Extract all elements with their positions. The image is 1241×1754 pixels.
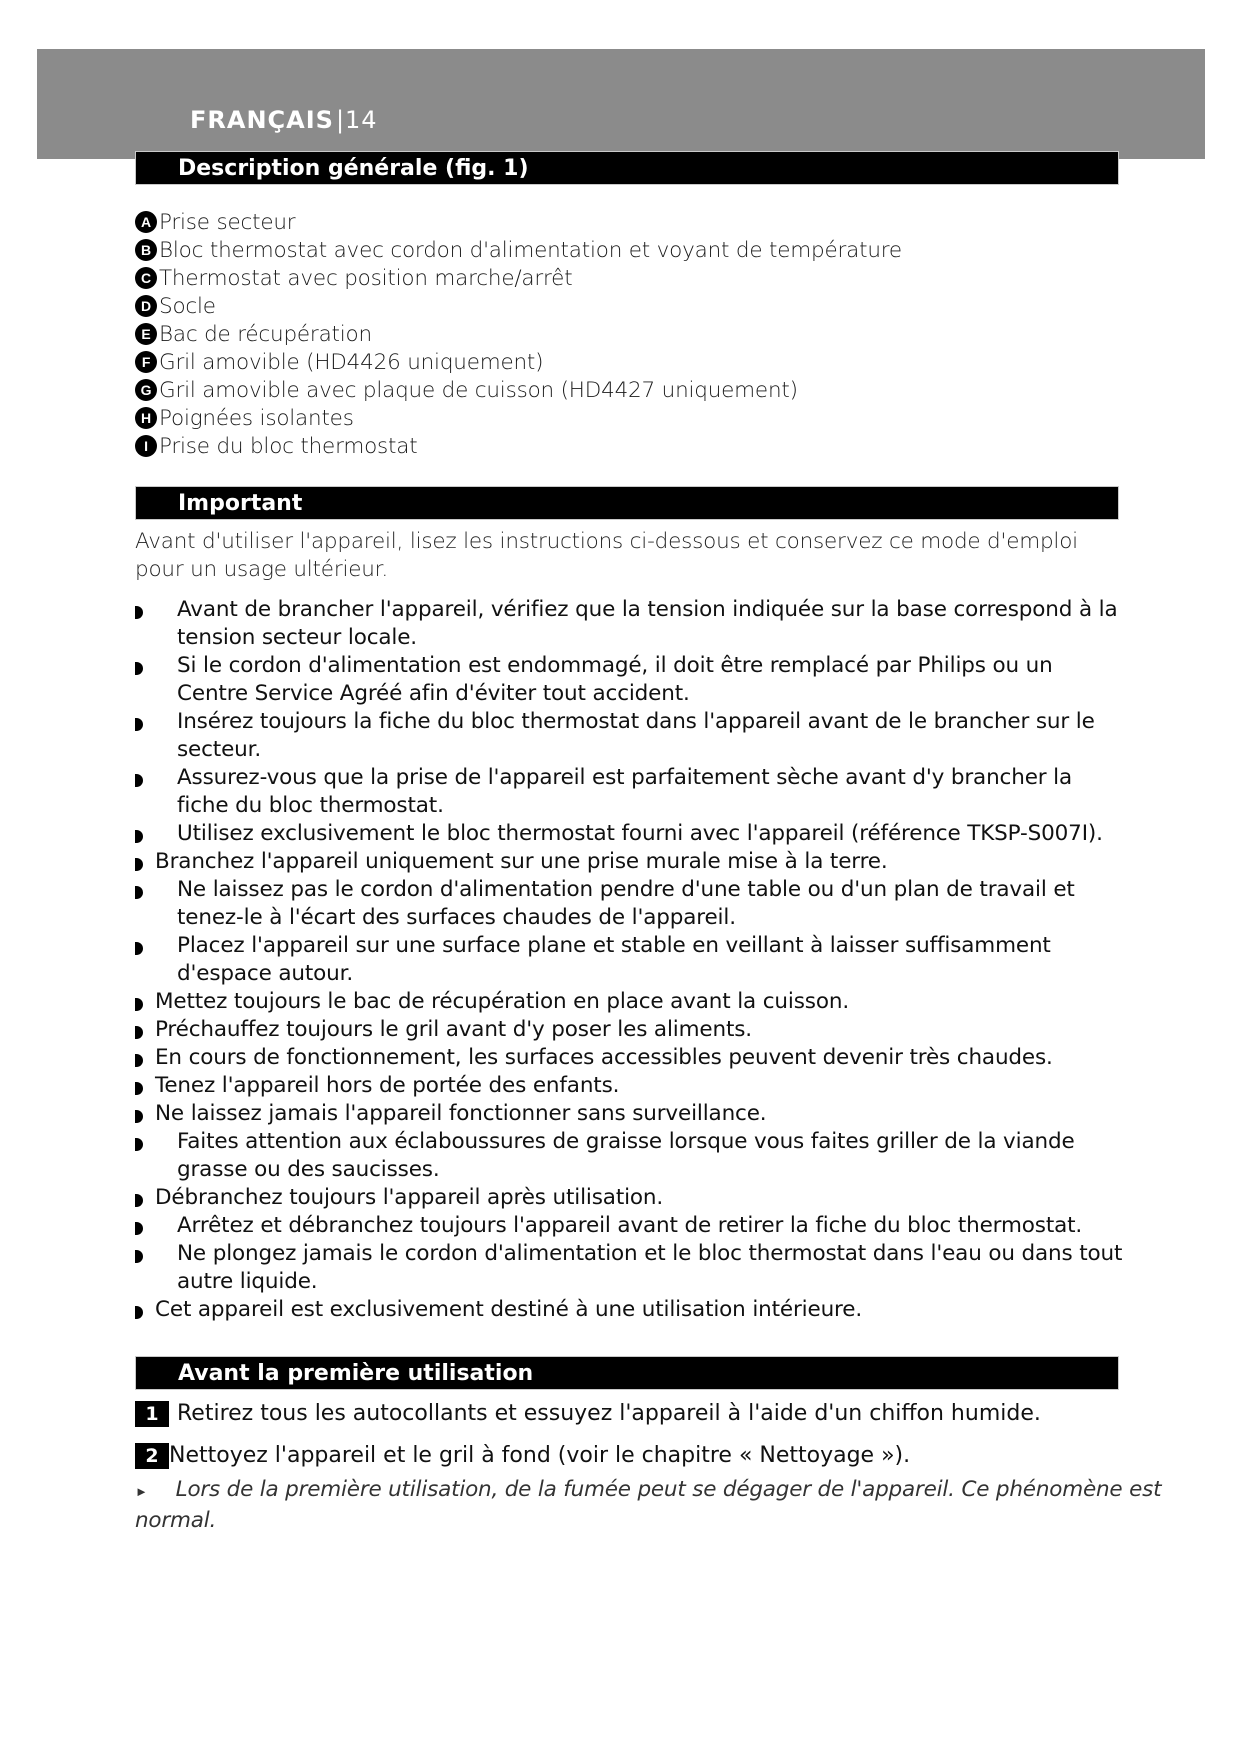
bullet-icon: [135, 1138, 143, 1151]
legend-text: Prise secteur: [159, 209, 296, 235]
section-heading-description: Description générale (fig. 1): [135, 151, 1119, 185]
legend-item: [135, 320, 902, 348]
legend-letter-badge: H: [135, 407, 157, 429]
bullet-icon: [135, 858, 143, 871]
legend-letter-badge: A: [135, 211, 157, 233]
legend-item: [135, 404, 902, 432]
bullet-icon: [135, 886, 143, 899]
step-text: Nettoyez l'appareil et le gril à fond (voir le chapitre « Nettoyage »).: [169, 1443, 911, 1468]
warning-text: Débranchez toujours l'appareil après utilisation.: [155, 1185, 664, 1210]
bullet-icon: [135, 998, 143, 1011]
step-text: Retirez tous les autocollants et essuyez l'appareil à l'aide d'un chiffon humide.: [177, 1401, 1041, 1426]
warning-text: Tenez l'appareil hors de portée des enfants.: [155, 1073, 620, 1098]
bullet-icon: [135, 1026, 143, 1039]
legend-letter-badge: D: [135, 295, 157, 317]
legend-text: Prise du bloc thermostat: [159, 433, 418, 459]
legend-item: [135, 236, 902, 264]
list-item: [135, 1240, 1125, 1296]
warning-text: Faites attention aux éclaboussures de graisse lorsque vous faites griller de la viande grasse ou des saucisses.: [177, 1129, 1075, 1182]
legend-text: Gril amovible avec plaque de cuisson (HD4427 uniquement): [159, 377, 798, 403]
step-item: [135, 1400, 1041, 1428]
warning-text: En cours de fonctionnement, les surfaces accessibles peuvent devenir très chaudes.: [155, 1045, 1053, 1070]
legend-letter-badge: G: [135, 379, 157, 401]
bullet-icon: [135, 662, 143, 675]
header-separator: |: [335, 106, 346, 134]
bullet-icon: [135, 1110, 143, 1123]
list-item: [135, 1044, 1125, 1072]
page-header: [190, 106, 378, 134]
warning-text: Ne laissez pas le cordon d'alimentation pendre d'une table ou d'un plan de travail et tenez-le à l'écart des surfaces chaudes de l'appareil.: [177, 877, 1075, 930]
section-heading-before-first-use: Avant la première utilisation: [135, 1356, 1119, 1390]
parts-legend: [135, 208, 902, 460]
legend-item: [135, 292, 902, 320]
bullet-icon: [135, 1194, 143, 1207]
step-number-badge: 1: [135, 1401, 169, 1427]
list-item: [135, 988, 1125, 1016]
legend-text: Bloc thermostat avec cordon d'alimentation et voyant de température: [159, 237, 902, 263]
list-item: [135, 1184, 1125, 1212]
bullet-icon: [135, 1222, 143, 1235]
list-item: [135, 820, 1125, 848]
note: [135, 1476, 1241, 1535]
warning-text: Arrêtez et débranchez toujours l'appareil avant de retirer la fiche du bloc thermostat.: [177, 1213, 1083, 1238]
legend-text: Gril amovible (HD4426 uniquement): [159, 349, 544, 375]
list-item: [135, 652, 1125, 708]
legend-letter-badge: F: [135, 351, 157, 373]
bullet-icon: [135, 830, 143, 843]
important-intro: Avant d'utiliser l'appareil, lisez les instructions ci-dessous et conservez ce mode d'emploi pour un usage ultérieur.: [135, 529, 1078, 582]
list-item: [135, 1128, 1125, 1184]
legend-letter-badge: E: [135, 323, 157, 345]
page-number: 14: [345, 106, 378, 134]
list-item: [135, 1212, 1125, 1240]
warning-text: Insérez toujours la fiche du bloc thermostat dans l'appareil avant de le brancher sur le secteur.: [177, 709, 1095, 762]
legend-text: Bac de récupération: [159, 321, 372, 347]
bullet-icon: [135, 1250, 143, 1263]
legend-letter-badge: I: [135, 435, 157, 457]
legend-item: [135, 264, 902, 292]
bullet-icon: [135, 1082, 143, 1095]
bullet-icon: [135, 774, 143, 787]
bullet-icon: [135, 606, 143, 619]
note-text: Lors de la première utilisation, de la fumée peut se dégager de l'appareil. Ce phénomène est normal.: [135, 1477, 1162, 1533]
list-item: [135, 1072, 1125, 1100]
warning-list: [135, 596, 1125, 1324]
list-item: [135, 848, 1125, 876]
warning-text: Branchez l'appareil uniquement sur une prise murale mise à la terre.: [155, 849, 888, 874]
bullet-icon: [135, 1054, 143, 1067]
list-item: [135, 932, 1125, 988]
warning-text: Utilisez exclusivement le bloc thermostat fourni avec l'appareil (référence TKSP-S007I).: [177, 821, 1103, 846]
legend-text: Thermostat avec position marche/arrêt: [159, 265, 573, 291]
legend-item: [135, 348, 902, 376]
language-label: FRANÇAIS: [190, 106, 334, 134]
bullet-icon: [135, 718, 143, 731]
warning-text: Ne laissez jamais l'appareil fonctionner sans surveillance.: [155, 1101, 767, 1126]
legend-text: Socle: [159, 293, 216, 319]
legend-item: [135, 432, 902, 460]
header-band: [37, 49, 1205, 159]
warning-text: Mettez toujours le bac de récupération en place avant la cuisson.: [155, 989, 849, 1014]
warning-text: Placez l'appareil sur une surface plane et stable en veillant à laisser suffisamment d'espace autour.: [177, 933, 1051, 986]
bullet-icon: [135, 1306, 143, 1319]
warning-text: Avant de brancher l'appareil, vérifiez que la tension indiquée sur la base correspond à la tension secteur locale.: [177, 597, 1118, 650]
legend-letter-badge: B: [135, 239, 157, 261]
bullet-icon: [135, 942, 143, 955]
step-number-badge: 2: [135, 1443, 169, 1469]
legend-item: [135, 208, 902, 236]
warning-text: Ne plongez jamais le cordon d'alimentation et le bloc thermostat dans l'eau ou dans tout autre liquide.: [177, 1241, 1123, 1294]
warning-text: Préchauffez toujours le gril avant d'y poser les aliments.: [155, 1017, 752, 1042]
legend-text: Poignées isolantes: [159, 405, 354, 431]
legend-letter-badge: C: [135, 267, 157, 289]
list-item: [135, 1100, 1125, 1128]
step-item: [135, 1442, 910, 1470]
list-item: [135, 708, 1125, 764]
list-item: [135, 1016, 1125, 1044]
legend-item: [135, 376, 902, 404]
section-heading-important: Important: [135, 486, 1119, 520]
arrow-icon: ►: [135, 1485, 148, 1500]
warning-text: Assurez-vous que la prise de l'appareil est parfaitement sèche avant d'y brancher la fiche du bloc thermostat.: [177, 765, 1072, 818]
warning-text: Si le cordon d'alimentation est endommagé, il doit être remplacé par Philips ou un Centre Service Agréé afin d'éviter tout accident.: [177, 653, 1053, 706]
warning-text: Cet appareil est exclusivement destiné à une utilisation intérieure.: [155, 1297, 863, 1322]
list-item: [135, 764, 1125, 820]
list-item: [135, 1296, 1125, 1324]
list-item: [135, 876, 1125, 932]
list-item: [135, 596, 1125, 652]
